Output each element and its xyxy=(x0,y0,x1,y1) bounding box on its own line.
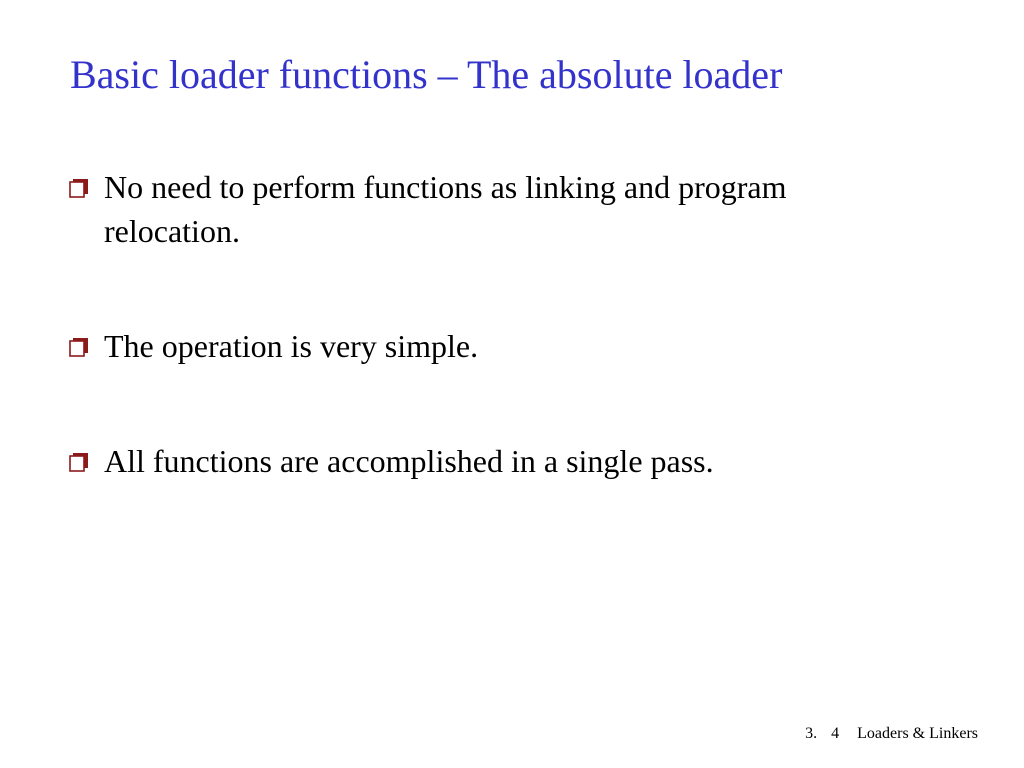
bullet-list xyxy=(68,165,908,554)
slide-footer xyxy=(805,724,978,744)
bullet-item xyxy=(68,324,908,368)
footer-chapter-number: 3. xyxy=(805,725,818,742)
bullet-text: No need to perform functions as linking and program relocation. xyxy=(104,169,787,249)
bullet-item xyxy=(68,165,908,253)
footer-course-title: Loaders & Linkers xyxy=(857,725,978,742)
hollow-square-bullet-icon xyxy=(68,449,92,473)
bullet-text: All functions are accomplished in a single pass. xyxy=(104,443,714,479)
hollow-square-bullet-icon xyxy=(68,334,92,358)
bullet-text: The operation is very simple. xyxy=(104,328,479,364)
bullet-item xyxy=(68,439,908,483)
footer-page-number: 4 xyxy=(831,725,840,742)
slide-title: Basic loader functions – The absolute loader xyxy=(70,52,783,97)
hollow-square-bullet-icon xyxy=(68,175,92,199)
